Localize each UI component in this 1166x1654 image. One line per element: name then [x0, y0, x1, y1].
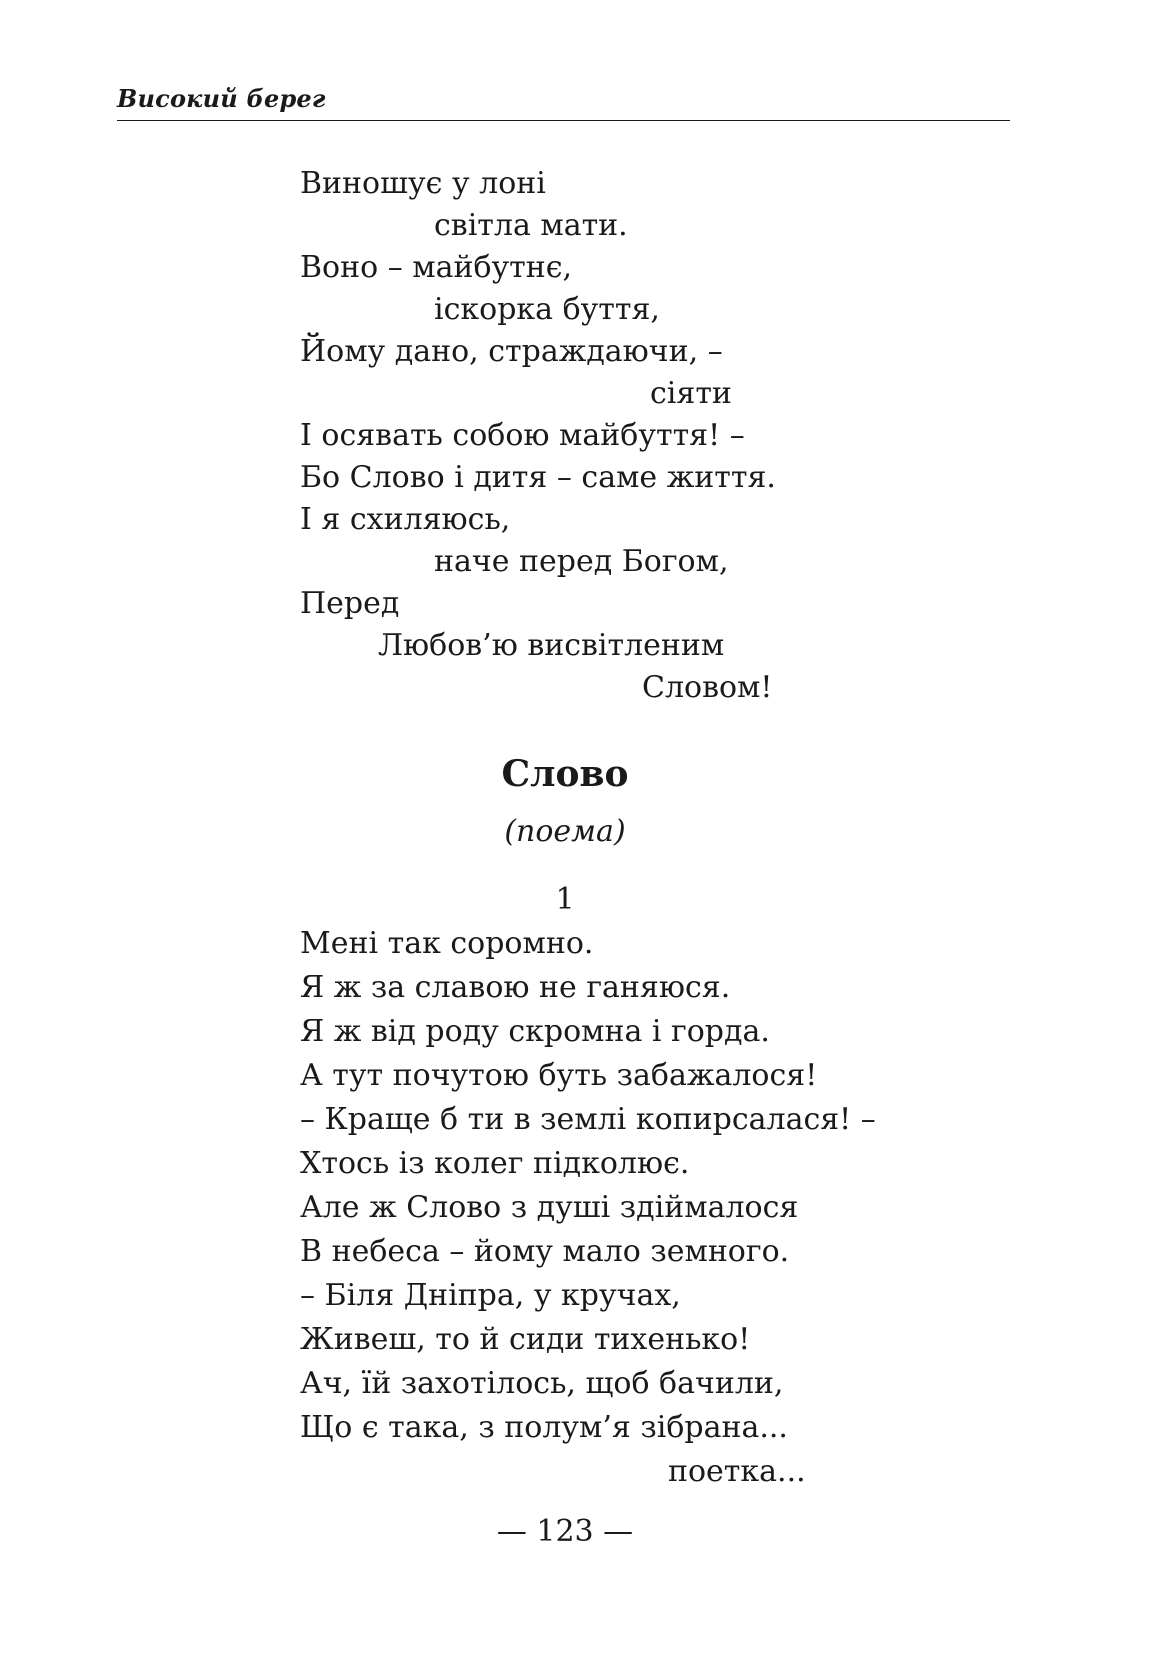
poem-line: Воно – майбутнє, [300, 250, 573, 285]
poem-line: Словом! [642, 670, 773, 705]
poem-line: Мені так соромно. [300, 926, 594, 961]
poem-line: Я ж за славою не ганяюся. [300, 970, 731, 1005]
poem-line: Що є така, з полум’я зібрана... [300, 1410, 788, 1445]
poem-line: Виношує у лоні [300, 166, 546, 201]
poem-line: І я схиляюсь, [300, 502, 511, 537]
poem-line: Я ж від роду скромна і горда. [300, 1014, 770, 1049]
running-header [117, 80, 1010, 121]
poem-line: Бо Слово і дитя – саме життя. [300, 460, 776, 495]
poem-line: А тут почутою буть забажалося! [300, 1058, 818, 1093]
poem-line: іскорка буття, [434, 292, 660, 327]
poem-line: – Краще б ти в землі копирсалася! – [300, 1102, 876, 1137]
section-number: 1 [555, 882, 575, 917]
poem-line: Любов’ю висвітленим [378, 628, 725, 663]
poem-line: Йому дано, страждаючи, – [300, 334, 723, 369]
poem-subtitle: (поема) [504, 814, 626, 849]
poem-line: Хтось із колег підколює. [300, 1146, 690, 1181]
poem-line: наче перед Богом, [434, 544, 729, 579]
poem-line: світла мати. [434, 208, 628, 243]
poem-line: Живеш, то й сиди тихенько! [300, 1322, 751, 1357]
running-title: Високий берег [117, 84, 326, 113]
poem-line: І осявать собою майбуття! – [300, 418, 745, 453]
poem-line: сіяти [650, 376, 732, 411]
poem-title: Слово [501, 753, 629, 795]
poem-line: Але ж Слово з душі здіймалося [300, 1190, 799, 1225]
poem-line: В небеса – йому мало земного. [300, 1234, 790, 1269]
page-number: — 123 — [496, 1514, 634, 1549]
poem-line: Перед [300, 586, 400, 621]
poem-line: – Біля Дніпра, у кручах, [300, 1278, 681, 1313]
poem-line: Ач, їй захотілось, щоб бачили, [300, 1366, 784, 1401]
poem-line: поетка... [668, 1454, 806, 1489]
